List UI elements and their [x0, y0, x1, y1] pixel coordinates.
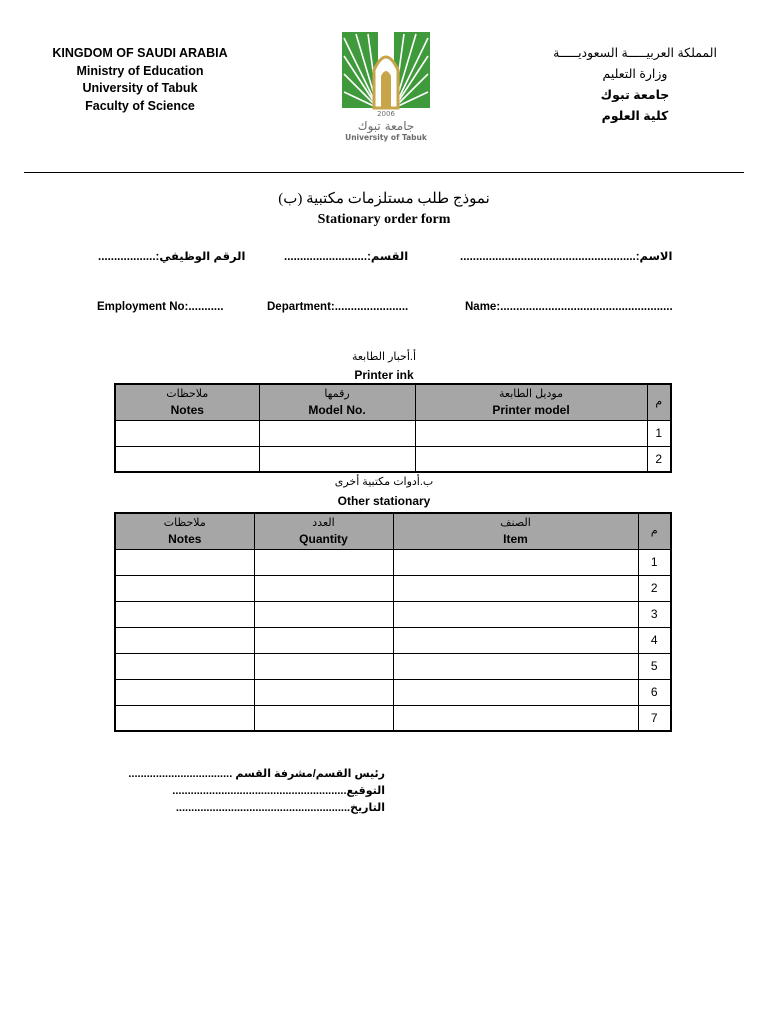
- item-cell[interactable]: [393, 627, 638, 653]
- table-row: [115, 705, 671, 731]
- quantity-cell[interactable]: [254, 705, 393, 731]
- header-university-ar: جامعة تبوك: [600, 88, 670, 102]
- notes-cell[interactable]: [115, 627, 254, 653]
- table-row: [115, 446, 671, 472]
- form-title-arabic: نموذج طلب مستلزمات مكتبية (ب): [278, 191, 490, 207]
- printer-model-cell[interactable]: [415, 420, 647, 446]
- header-kingdom-ar: المملكة العربيـــــة السعوديـــــة: [553, 46, 717, 60]
- header-divider: [24, 172, 744, 173]
- header-english: [40, 45, 240, 115]
- quantity-cell[interactable]: [254, 679, 393, 705]
- other-stationery-heading-ar: ب.أدوات مكتبية أخرى: [334, 476, 434, 488]
- notes-cell[interactable]: [115, 601, 254, 627]
- notes-cell[interactable]: [115, 446, 259, 472]
- printer-ink-table: [114, 383, 672, 473]
- table-row: [115, 601, 671, 627]
- quantity-cell[interactable]: [254, 627, 393, 653]
- date-field[interactable]: التاريخ.........................................................: [175, 802, 385, 814]
- item-cell[interactable]: [393, 575, 638, 601]
- other-stationery-table: [114, 512, 672, 732]
- form-title-english: Stationary order form: [317, 212, 451, 227]
- item-cell[interactable]: [393, 549, 638, 575]
- department-field[interactable]: Department:.......................: [267, 301, 409, 313]
- model-no-cell[interactable]: [259, 420, 415, 446]
- stationery-header-row: [115, 513, 671, 549]
- row-number: 3: [638, 601, 671, 627]
- item-cell[interactable]: [393, 679, 638, 705]
- university-logo-icon: [338, 30, 434, 145]
- table-row: [115, 653, 671, 679]
- table-row: [115, 549, 671, 575]
- header-ministry: Ministry of Education: [76, 63, 204, 78]
- row-number: 7: [638, 705, 671, 731]
- svg-text:2006: 2006: [377, 110, 395, 118]
- col-printer-model: موديل الطابعة Printer model: [415, 384, 647, 420]
- table-row: [115, 575, 671, 601]
- printer-ink-header-row: [115, 384, 671, 420]
- header-university: University of Tabuk: [82, 81, 198, 95]
- quantity-cell[interactable]: [254, 653, 393, 679]
- other-stationery-heading: Other stationary: [337, 494, 431, 508]
- header-kingdom: KINGDOM OF SAUDI ARABIA: [52, 46, 228, 60]
- table-row: [115, 627, 671, 653]
- col-notes: ملاحظات Notes: [115, 384, 259, 420]
- header-arabic: [540, 43, 730, 127]
- svg-text:١٤٢٧: ١٤٢٧: [378, 36, 394, 44]
- item-cell[interactable]: [393, 653, 638, 679]
- signature-field[interactable]: التوقيع.........................................................: [172, 785, 385, 797]
- table-row: [115, 679, 671, 705]
- col-model-no: رقمها Model No.: [259, 384, 415, 420]
- name-field[interactable]: Name:......................................................: [465, 301, 673, 313]
- signature-block: [120, 766, 385, 817]
- notes-cell[interactable]: [115, 679, 254, 705]
- item-cell[interactable]: [393, 705, 638, 731]
- header-ministry-ar: وزارة التعليم: [602, 67, 668, 81]
- row-number: 6: [638, 679, 671, 705]
- col-index: م: [638, 513, 671, 549]
- notes-cell[interactable]: [115, 549, 254, 575]
- header-faculty: Faculty of Science: [85, 98, 195, 113]
- notes-cell[interactable]: [115, 575, 254, 601]
- notes-cell[interactable]: [115, 653, 254, 679]
- svg-text:University of Tabuk: University of Tabuk: [345, 133, 427, 142]
- quantity-cell[interactable]: [254, 575, 393, 601]
- printer-ink-heading-ar: أ.أحبار الطابعة: [351, 351, 417, 363]
- header-faculty-ar: كلية العلوم: [601, 109, 669, 123]
- quantity-cell[interactable]: [254, 601, 393, 627]
- row-number: 1: [647, 420, 671, 446]
- employment-no-field-ar[interactable]: الرقم الوظيفي:..................: [98, 251, 246, 263]
- printer-model-cell[interactable]: [415, 446, 647, 472]
- col-notes: ملاحظات Notes: [115, 513, 254, 549]
- row-number: 5: [638, 653, 671, 679]
- item-cell[interactable]: [393, 601, 638, 627]
- name-field-ar[interactable]: الاسم:.......................................................: [460, 251, 673, 263]
- col-index: م: [647, 384, 671, 420]
- department-head-field[interactable]: رئيس القسم/مشرفة القسم ..................................: [128, 768, 385, 780]
- notes-cell[interactable]: [115, 705, 254, 731]
- notes-cell[interactable]: [115, 420, 259, 446]
- printer-ink-heading: Printer ink: [354, 368, 414, 382]
- row-number: 2: [638, 575, 671, 601]
- svg-text:جامعة تبوك: جامعة تبوك: [357, 119, 415, 133]
- col-quantity: العدد Quantity: [254, 513, 393, 549]
- row-number: 1: [638, 549, 671, 575]
- university-logo: [338, 30, 434, 145]
- table-row: [115, 420, 671, 446]
- row-number: 4: [638, 627, 671, 653]
- quantity-cell[interactable]: [254, 549, 393, 575]
- model-no-cell[interactable]: [259, 446, 415, 472]
- department-field-ar[interactable]: القسم:..........................: [284, 251, 409, 263]
- col-item: الصنف Item: [393, 513, 638, 549]
- employment-no-field[interactable]: Employment No:...........: [97, 301, 224, 313]
- row-number: 2: [647, 446, 671, 472]
